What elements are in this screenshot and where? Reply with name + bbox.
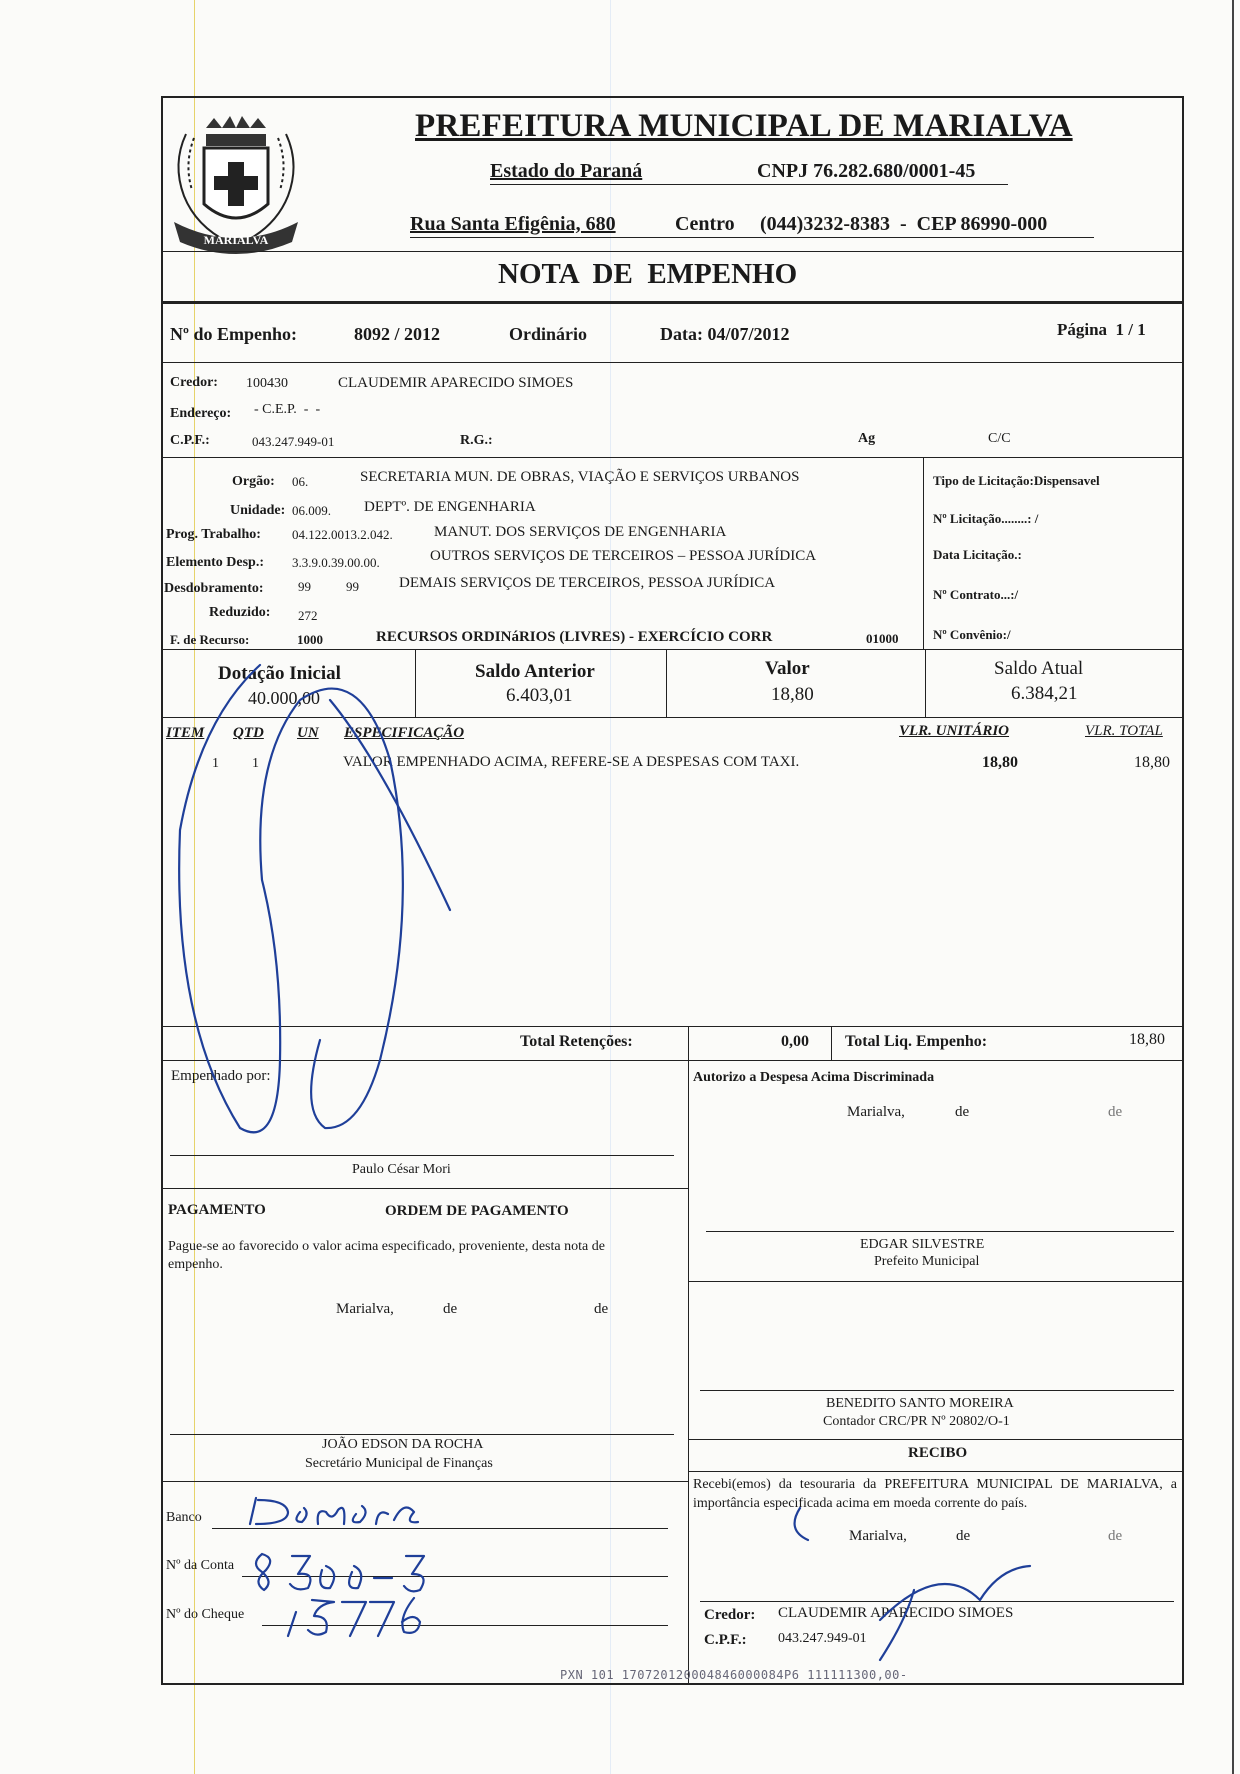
pagamento-de-1: de [443, 1301, 458, 1317]
empenhado-por-name: Paulo César Mori [352, 1162, 451, 1177]
address-street: Rua Santa Efigênia, 680 [410, 213, 616, 235]
recibo-heading: RECIBO [908, 1445, 968, 1461]
secretario-name: JOÃO EDSON DA ROCHA [322, 1437, 484, 1452]
ordem-pagamento-heading: ORDEM DE PAGAMENTO [385, 1203, 569, 1219]
licitacao-numero: Nº Licitação........: / [933, 511, 1039, 526]
conta-handwriting [256, 1554, 424, 1591]
licitacao-data: Data Licitação.: [933, 547, 1022, 562]
credor-code: 100430 [246, 376, 288, 391]
reduzido-label: Reduzido: [209, 605, 271, 620]
valor-value: 18,80 [771, 684, 814, 705]
total-retencoes-label: Total Retenções: [520, 1033, 633, 1050]
recibo-signature [795, 1508, 1030, 1660]
logo-banner-text: MARIALVA [203, 233, 269, 247]
unidade-name: DEPTº. DE ENGENHARIA [364, 499, 536, 515]
autorizo-de-2: de [1108, 1104, 1123, 1120]
col-vlr-unitario-header: VLR. UNITÁRIO [899, 723, 1010, 739]
recibo-cpf-label: C.P.F.: [704, 1632, 747, 1648]
pagamento-de-2: de [594, 1301, 609, 1317]
recibo-cpf-value: 043.247.949-01 [778, 1631, 867, 1646]
desdobramento-name: DEMAIS SERVIÇOS DE TERCEIROS, PESSOA JURÍDICA [399, 575, 776, 591]
pagamento-heading: PAGAMENTO [168, 1202, 266, 1218]
item-vlr-total: 18,80 [1134, 754, 1170, 771]
valor-label: Valor [765, 658, 810, 679]
elemento-label: Elemento Desp.: [166, 555, 264, 570]
endereco-value: - C.E.P. - - [254, 402, 321, 417]
signature-empenho-mark [330, 700, 450, 910]
item-especificacao: VALOR EMPENHADO ACIMA, REFERE-SE A DESPESAS COM TAXI. [343, 754, 800, 770]
cnpj: CNPJ 76.282.680/0001-45 [757, 160, 976, 182]
pague-text: Pague-se ao favorecido o valor acima especificado, proveniente, desta nota de empenho. [168, 1239, 605, 1272]
prefeito-name: EDGAR SILVESTRE [860, 1237, 985, 1252]
col-un-header: UN [297, 725, 319, 741]
credor-name: CLAUDEMIR APARECIDO SIMOES [338, 375, 574, 391]
fonte-name: RECURSOS ORDINáRIOS (LIVRES) - EXERCÍCIO CORR [376, 629, 773, 645]
saldo-anterior-label: Saldo Anterior [475, 661, 595, 682]
licitacao-tipo: Tipo de Licitação:Dispensavel [933, 473, 1100, 488]
saldo-atual-value: 6.384,21 [1011, 683, 1078, 704]
prog-label: Prog. Trabalho: [166, 527, 261, 542]
autorizo-heading: Autorizo a Despesa Acima Discriminada [693, 1070, 935, 1085]
reduzido-value: 272 [298, 608, 318, 623]
page-indicator: Página 1 / 1 [1057, 320, 1146, 339]
conta-label: Nº da Conta [166, 1558, 235, 1573]
prefeito-role: Prefeito Municipal [874, 1254, 980, 1269]
prog-name: MANUT. DOS SERVIÇOS DE ENGENHARIA [434, 524, 727, 540]
cheque-handwriting [288, 1598, 420, 1636]
rg-label: R.G.: [460, 433, 493, 448]
autorizo-city: Marialva, [847, 1104, 905, 1120]
fonte-label: F. de Recurso: [170, 632, 250, 647]
desdobramento-label: Desdobramento: [164, 581, 264, 596]
contador-role: Contador CRC/PR Nº 20802/O-1 [823, 1414, 1010, 1429]
empenho-number-label: Nº do Empenho: [170, 324, 297, 344]
banco-handwriting [250, 1498, 418, 1524]
unidade-code: 06.009. [292, 503, 331, 518]
empenho-number: 8092 / 2012 [354, 324, 441, 344]
footer-code: PXN 101 170720120004846000084P6 111111300,00- [560, 1668, 908, 1682]
banco-label: Banco [166, 1510, 202, 1525]
autorizo-de-1: de [955, 1104, 970, 1120]
cheque-label: Nº do Cheque [166, 1607, 245, 1622]
convenio-numero: Nº Convênio:/ [933, 627, 1011, 642]
endereco-label: Endereço: [170, 406, 232, 421]
cpf-label: C.P.F.: [170, 433, 210, 448]
col-item-header: ITEM [166, 725, 205, 741]
unidade-label: Unidade: [230, 503, 286, 518]
recibo-de-1: de [956, 1528, 971, 1544]
signature-empenho [179, 665, 403, 1132]
recibo-city: Marialva, [849, 1528, 907, 1544]
elemento-name: OUTROS SERVIÇOS DE TERCEIROS – PESSOA JURÍDICA [430, 548, 817, 564]
address-district: Centro [675, 213, 735, 235]
orgao-name: SECRETARIA MUN. DE OBRAS, VIAÇÃO E SERVIÇOS URBANOS [360, 469, 800, 485]
fonte-code: 1000 [297, 632, 323, 647]
fonte-number: 01000 [866, 631, 899, 646]
total-retencoes-value: 0,00 [781, 1033, 809, 1050]
recibo-text: Recebi(emos) da tesouraria da PREFEITURA MUNICIPAL DE MARIALVA, a importância especificada acima em moeda corrente do país. [693, 1477, 1177, 1511]
item-vlr-unitario: 18,80 [982, 754, 1018, 771]
item-qtd: 1 [252, 756, 259, 771]
empenho-date: Data: 04/07/2012 [660, 324, 790, 344]
total-liquido-value: 18,80 [1129, 1031, 1165, 1048]
recibo-credor-label: Credor: [704, 1607, 756, 1623]
prog-code: 04.122.0013.2.042. [292, 527, 393, 542]
item-number: 1 [212, 756, 219, 771]
desdobramento-a: 99 [298, 579, 311, 594]
cpf-value: 043.247.949-01 [252, 434, 335, 449]
empenhado-por-label: Empenhado por: [171, 1068, 271, 1084]
contrato-numero: Nº Contrato...:/ [933, 587, 1019, 602]
secretario-role: Secretário Municipal de Finanças [305, 1456, 493, 1471]
phone-cep: (044)3232-8383 - CEP 86990-000 [760, 213, 1048, 235]
state-name: Estado do Paraná [490, 160, 643, 182]
dotacao-label: Dotação Inicial [218, 663, 341, 684]
ag-label: Ag [858, 431, 876, 446]
elemento-code: 3.3.9.0.39.00.00. [292, 555, 380, 570]
empenho-type: Ordinário [509, 324, 588, 344]
municipality-title: PREFEITURA MUNICIPAL DE MARIALVA [415, 108, 1073, 144]
total-liquido-label: Total Liq. Empenho: [845, 1033, 988, 1050]
saldo-anterior-value: 6.403,01 [506, 685, 573, 706]
col-qtd-header: QTD [233, 725, 264, 741]
col-vlr-total-header: VLR. TOTAL [1085, 723, 1163, 739]
credor-label: Credor: [170, 375, 218, 390]
cc-label: C/C [988, 431, 1011, 446]
col-especificacao-header: ESPECIFICAÇÃO [344, 725, 465, 741]
saldo-atual-label: Saldo Atual [994, 658, 1084, 679]
contador-name: BENEDITO SANTO MOREIRA [826, 1396, 1014, 1411]
desdobramento-b: 99 [346, 579, 359, 594]
pagamento-city: Marialva, [336, 1301, 394, 1317]
recibo-de-2: de [1108, 1528, 1123, 1544]
orgao-label: Orgão: [232, 474, 275, 489]
orgao-code: 06. [292, 474, 309, 489]
document-title: NOTA DE EMPENHO [498, 258, 798, 290]
dotacao-value: 40.000,00 [248, 688, 320, 708]
recibo-credor-name: CLAUDEMIR APARECIDO SIMOES [778, 1605, 1014, 1621]
